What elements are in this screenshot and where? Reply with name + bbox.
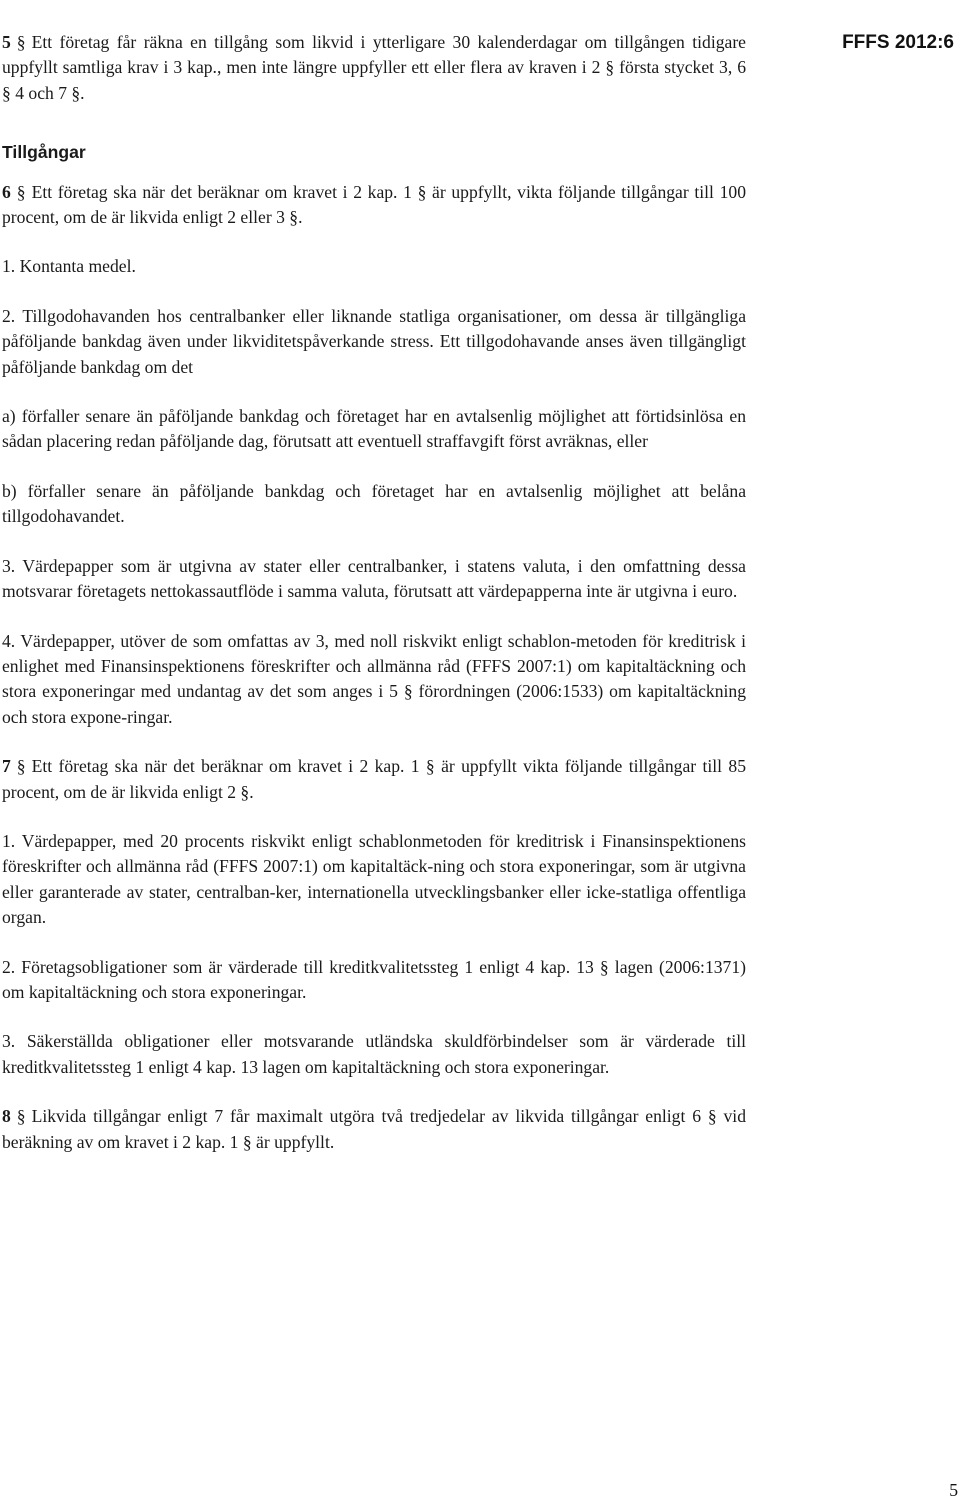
section-text: Ett företag får räkna en tillgång som likvid i ytterligare 30 kalenderdagar om tillgången tidigare uppfyllt samtliga krav i 3 kap., men inte längre uppfyller ett eller flera av kraven i 2 § första stycket 3, 6 § 4 och 7 §.: [2, 32, 746, 103]
section-number: 5: [2, 32, 11, 52]
document-body: [2, 30, 746, 1155]
page-number: 5: [949, 1479, 958, 1500]
section-6: [2, 180, 746, 231]
section-7: [2, 754, 746, 805]
section-8: [2, 1104, 746, 1155]
section-symbol: §: [16, 32, 26, 52]
list-item: b) förfaller senare än påföljande bankdag och företaget har en avtalsenlig möjlighet att belåna tillgodohavandet.: [2, 480, 746, 527]
list-item: 3. Säkerställda obligationer eller motsvarande utländska skuldförbindelser som är värderade till kreditkvalitetssteg 1 enligt 4 kap. 13 lagen om kapitaltäckning och stora exponeringar.: [2, 1031, 746, 1077]
section-number: 6: [2, 181, 11, 202]
list-item: 2. Tillgodohavanden hos centralbanker eller liknande statliga organisationer, om dessa är tillgängliga påföljande bankdag även under likviditetspåverkande stress. Ett tillgodohavande anses även tillgängligt påföljande bankdag om det: [2, 305, 746, 377]
section-number: 8: [2, 1106, 11, 1127]
section-text: Ett företag ska när det beräknar om kravet i 2 kap. 1 § är uppfyllt, vikta följande tillgångar till 100 procent, om de är likvida enligt 2 eller 3 §.: [2, 181, 746, 228]
section-text: Likvida tillgångar enligt 7 får maximalt utgöra två tredjedelar av likvida tillgångar enligt 6 § vid beräkning av om kravet i 2 kap. 1 § är uppfyllt.: [2, 1106, 746, 1152]
document-id: FFFS 2012:6: [842, 32, 954, 53]
section-symbol: §: [16, 756, 26, 777]
list-item: 3. Värdepapper som är utgivna av stater eller centralbanker, i statens valuta, i den omfattning dessa motsvarar företagets nettokassautflöde i samma valuta, förutsatt att värdepapperna inte är utgivna i euro.: [2, 555, 746, 602]
section-symbol: §: [16, 1106, 26, 1127]
list-item: a) förfaller senare än påföljande bankdag och företaget har en avtalsenlig möjlighet att förtidsinlösa en sådan placering redan påföljande dag, förutsatt att eventuell straffavgift först avräknas, eller: [2, 406, 746, 452]
section-text: Ett företag ska när det beräknar om kravet i 2 kap. 1 § är uppfyllt vikta följande tillgångar till 85 procent, om de är likvida enligt 2 §.: [2, 756, 746, 802]
section-symbol: §: [16, 181, 26, 202]
list-item: 4. Värdepapper, utöver de som omfattas av 3, med noll riskvikt enligt schablon-metoden för kreditrisk i enlighet med Finansinspektionens föreskrifter och allmänna råd (FFFS 2007:1) om kapitaltäckning och stora exponeringar med undantag av det som anges i 5 § förordningen (2006:1533) om kapitaltäckning och stora expone-ringar.: [2, 630, 746, 727]
section-number: 7: [2, 756, 11, 777]
list-item: 1. Kontanta medel.: [2, 256, 136, 277]
heading-tillgangar: Tillgångar: [2, 142, 86, 163]
list-item: 1. Värdepapper, med 20 procents riskvikt enligt schablonmetoden för kreditrisk i Finansinspektionens föreskrifter och allmänna råd (FFFS 2007:1) om kapitaltäck-ning och stora exponeringar, som är utgivna eller garanterade av stater, centralban-ker, internationella utvecklingsbanker eller icke-statliga offentliga organ.: [2, 830, 746, 928]
section-5: [2, 30, 746, 106]
list-item: 2. Företagsobligationer som är värderade till kreditkvalitetssteg 1 enligt 4 kap. 13 § lagen (2006:1371) om kapitaltäckning och stora exponeringar.: [2, 956, 746, 1002]
